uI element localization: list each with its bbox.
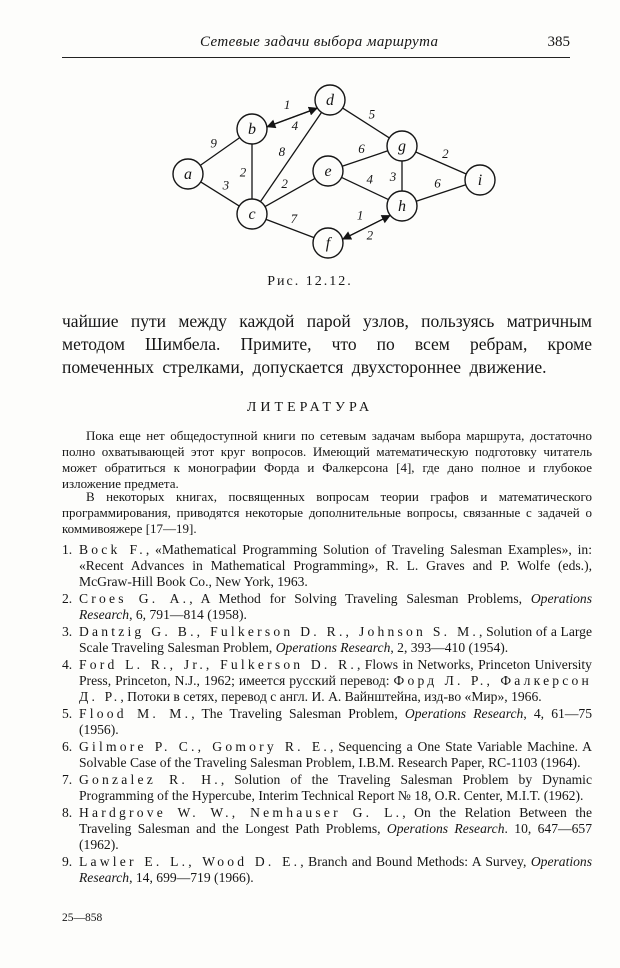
graph-edge-d-g: [343, 108, 390, 138]
graph-edge-a-c: [201, 182, 240, 206]
intro-text: Пока еще нет общедоступной книги по сетевым задачам выбора маршрута, достаточно полно охватывающей этот круг вопросов. Имеющий математическую подготовку читатель может обратиться к монографии Форда и Фалкерсона [4], где дано полное и глубокое изложение предмета.: [62, 428, 592, 491]
graph-node-label: c: [248, 206, 256, 223]
reference-text: , A Method for Solving Traveling Salesman Problems,: [189, 591, 531, 606]
reference-authors: Ford L. R., Jr., Fulkerson D. R.: [79, 657, 357, 672]
reference-text: , Branch and Bound Methods: A Survey,: [300, 854, 531, 869]
graph-node-h: [387, 191, 417, 221]
reference-number: 3.: [62, 624, 73, 639]
graph-node-d: [315, 85, 345, 115]
graph-node-label: a: [184, 166, 192, 183]
edge-weight-label: 7: [290, 211, 298, 227]
graph-node-f: [313, 228, 343, 258]
running-head: Сетевые задачи выбора маршрута: [200, 34, 439, 50]
reference-journal: Operations Research: [386, 821, 505, 836]
reference-number: 7.: [62, 772, 73, 787]
reference-text: , Solution of a Large Scale Traveling Salesman Problem,: [79, 624, 592, 655]
edge-weight-label: 3: [389, 169, 397, 184]
reference-authors: Dantzig G. B., Fulkerson D. R., Johnson S. M.: [79, 624, 479, 639]
edge-weight-label: 6: [434, 175, 441, 191]
edge-weight-label: 4: [291, 117, 299, 133]
reference-text: , 4, 61—75 (1956).: [79, 706, 592, 737]
edge-weight-label: 1: [283, 97, 291, 113]
reference-number: 5.: [62, 706, 73, 721]
edge-weight-label: 2: [366, 227, 374, 243]
graph-node-a: [173, 159, 203, 189]
graph-node-i: [465, 165, 495, 195]
figure-caption: Рис. 12.12.: [267, 274, 353, 289]
printer-signature: 25—858: [62, 912, 103, 924]
reference-list: [62, 542, 592, 887]
reference-text: , Solution of the Traveling Salesman Problem by Dynamic Programming of the Hypercube, Interim Technical Report № 18, O.R. Center, M.I.T. (1962).: [79, 772, 592, 803]
section-title: ЛИТЕРАТУРА: [246, 400, 374, 415]
edge-weight-label: 5: [368, 106, 376, 122]
reference-item: [62, 542, 592, 590]
reference-text: . 10, 647—657 (1962).: [79, 821, 592, 852]
edge-weight-label: 2: [442, 145, 449, 161]
reference-item: [62, 739, 592, 771]
graph-edge-c-e: [265, 175, 315, 206]
reference-item: [62, 624, 592, 656]
reference-authors: Flood M. M.: [79, 706, 192, 721]
graph-node-b: [237, 114, 267, 144]
graph-edge-g-i: [416, 152, 466, 174]
reference-number: 6.: [62, 739, 73, 754]
graph-node-label: f: [325, 235, 331, 252]
reference-number: 4.: [62, 657, 73, 672]
edge-weight-label: 9: [210, 135, 217, 151]
graph-node-label: b: [248, 121, 256, 138]
reference-text: , 14, 699—719 (1966).: [129, 870, 254, 885]
edge-weight-label: 3: [222, 177, 230, 193]
graph-edge-e-g: [342, 151, 388, 166]
reference-authors: Gonzalez R. H.: [79, 772, 221, 787]
body-paragraph: чайшие пути между каждой парой узлов, пользуясь матричным методом Шимбела. Примите, что по всем ребрам, кроме помеченных стрелками, допускается двухстороннее движение.: [62, 311, 592, 377]
reference-authors: Gilmore P. C., Gomory R. E.: [79, 739, 330, 754]
intro-paragraph: [62, 489, 592, 537]
intro-paragraph: [62, 428, 592, 492]
edge-weight-label: 2: [239, 164, 247, 180]
reference-text: , Sequencing a One State Variable Machine. A Solvable Case of the Traveling Salesman Problem, I.B.M. Research Paper, RC-1103 (1964).: [79, 739, 593, 770]
reference-text: , 2, 393—410 (1954).: [390, 640, 509, 655]
reference-journal: Operations Research: [275, 640, 391, 655]
reference-number: 9.: [62, 854, 73, 869]
edge-weight-label: 4: [366, 171, 373, 187]
edge-weight-label: 6: [358, 141, 365, 157]
reference-journal: Operations Research: [404, 706, 524, 721]
graph-edge-a-b: [200, 135, 239, 166]
reference-text: , Потоки в сетях, перевод с англ. И. А. Вайнштейна, изд-во «Мир», 1966.: [120, 689, 542, 704]
graph-node-e: [313, 156, 343, 186]
graph-node-label: d: [326, 92, 334, 109]
reference-item: [62, 657, 592, 705]
header-rule: [62, 57, 570, 58]
graph-edge-e-h: [342, 177, 389, 199]
graph-node-c: [237, 199, 267, 229]
reference-authors: Lawler E. L., Wood D. E.: [79, 854, 301, 869]
reference-authors: Hardgrove W. W., Nemhauser G. L.: [79, 805, 403, 820]
graph-node-label: e: [324, 163, 332, 180]
reference-item: [62, 591, 592, 623]
reference-item: [62, 772, 592, 804]
edge-weight-label: 1: [356, 207, 364, 223]
edge-weight-label: 8: [278, 143, 286, 159]
reference-item: [62, 706, 592, 738]
reference-number: 1.: [62, 542, 73, 557]
reference-text: , Flows in Networks, Princeton University Press, Princeton, N.J., 1962; имеется русский перевод:: [79, 657, 592, 688]
reference-authors: Croes G. A.: [79, 591, 190, 606]
reference-text: , «Mathematical Programming Solution of Traveling Salesman Examples», in: «Recent Advances in Mathematical Programming», R. L. Graves and P. Wolfe (eds.), McGraw-Hill Book Co., New York, 1963.: [79, 542, 592, 589]
graph-node-label: i: [477, 172, 483, 189]
reference-journal: Operations Research: [79, 591, 592, 622]
reference-number: 8.: [62, 805, 73, 820]
edge-weight-label: 2: [281, 175, 288, 191]
reference-text: , 6, 791—814 (1958).: [129, 607, 247, 622]
reference-item: [62, 805, 592, 853]
reference-authors: Bock F.: [79, 542, 146, 557]
page-number: 385: [547, 34, 570, 50]
reference-text: , On the Relation Between the Traveling Salesman and the Longest Path Problems,: [79, 805, 592, 836]
reference-authors: Форд Л. Р., Фалкерсон Д. Р.: [79, 673, 593, 704]
graph-node-label: h: [398, 198, 406, 215]
reference-item: [62, 854, 592, 886]
graph-node-label: g: [398, 138, 406, 155]
reference-journal: Operations Research: [79, 854, 593, 885]
graph-edge-h-i: [416, 185, 466, 202]
graph-node-g: [387, 131, 417, 161]
network-graph-figure: [160, 76, 500, 271]
reference-text: , The Traveling Salesman Problem,: [191, 706, 405, 721]
reference-number: 2.: [62, 591, 73, 606]
intro-text: В некоторых книгах, посвященных вопросам теории графов и математического программирования, приводятся некоторые дополнительные вопросы, связанные с задачей о коммивояжере [17—19].: [62, 489, 592, 536]
